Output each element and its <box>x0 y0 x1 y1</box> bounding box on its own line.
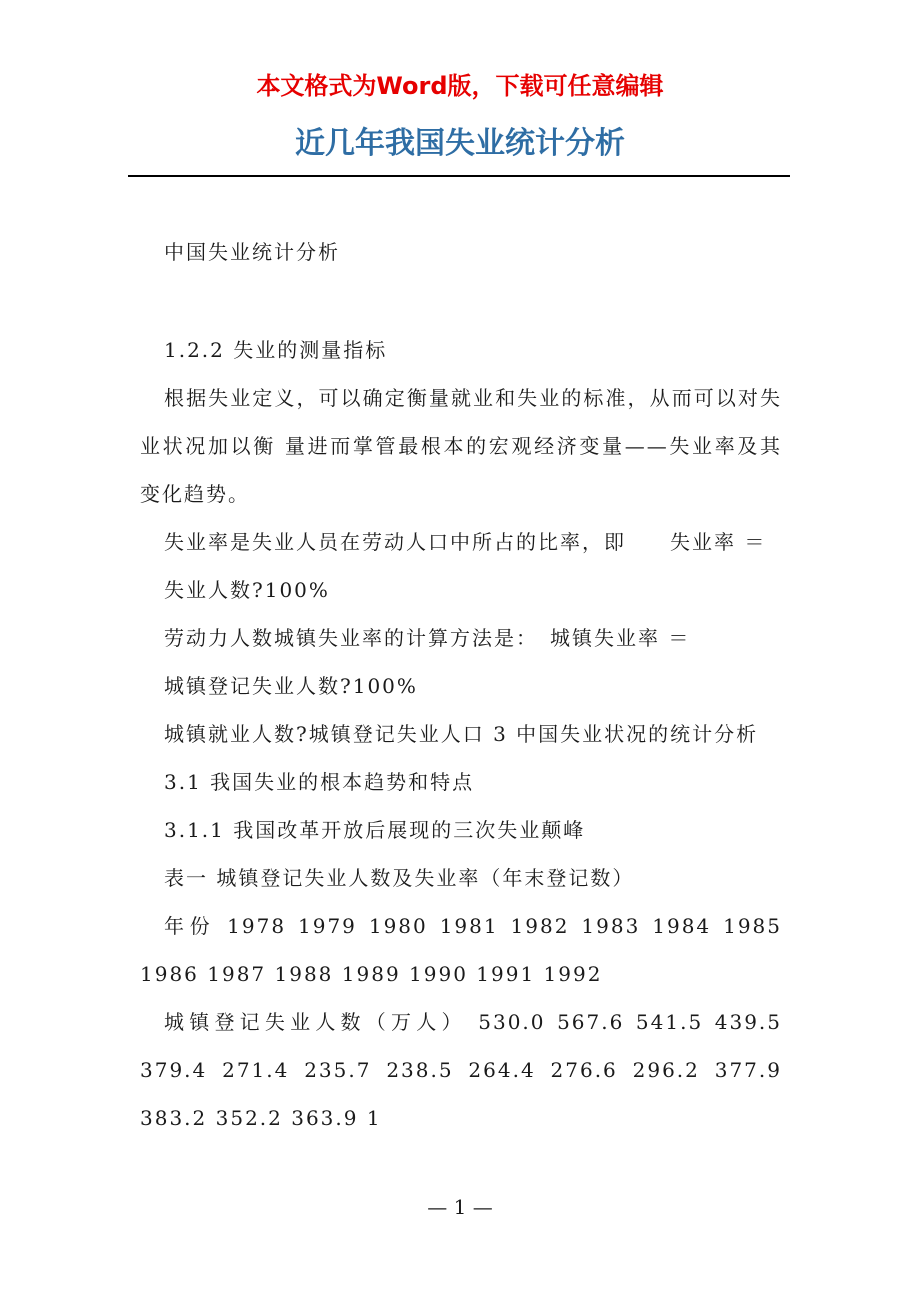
section-heading-trend: 3.1 我国失业的根本趋势和特点 <box>164 770 475 794</box>
download-banner: 本文格式为Word版，下载可任意编辑 <box>256 72 664 100</box>
table-caption: 表一 城镇登记失业人数及失业率（年末登记数） <box>164 866 635 890</box>
paragraph-definition: 根据失业定义，可以确定衡量就业和失业的标准，从而可以对失业状况加以衡 量进而掌管最根本的宏观经济变量——失业率及其变化趋势。 <box>140 386 782 506</box>
title-divider <box>128 175 790 177</box>
paragraph-urban-rate-method: 劳动力人数城镇失业率的计算方法是： 城镇失业率 ＝ <box>164 626 691 650</box>
document-title: 近几年我国失业统计分析 <box>295 126 625 161</box>
document-body <box>140 326 782 1142</box>
section-heading-measurement: 1.2.2 失业的测量指标 <box>164 338 388 362</box>
section-heading-peaks: 3.1.1 我国改革开放后展现的三次失业颠峰 <box>164 818 586 842</box>
table-years-row: 年份 1978 1979 1980 1981 1982 1983 1984 1985 1986 1987 1988 1989 1990 1991 1992 <box>140 914 782 986</box>
paragraph-unemployment-rate: 失业率是失业人员在劳动人口中所占的比率，即 失业率 ＝ <box>164 530 767 554</box>
document-subtitle: 中国失业统计分析 <box>164 240 340 264</box>
table-unemployed-row: 城镇登记失业人数（万人） 530.0 567.6 541.5 439.5 379.4 271.4 235.7 238.5 264.4 276.6 296.2 377.9 383.2 352.2 363.9 1 <box>140 1010 782 1130</box>
formula-urban-registered: 城镇登记失业人数?100% <box>164 674 418 698</box>
formula-unemployed: 失业人数?100% <box>164 578 330 602</box>
paragraph-urban-employed: 城镇就业人数?城镇登记失业人口 3 中国失业状况的统计分析 <box>164 722 759 746</box>
page-number: — 1 — <box>427 1195 493 1219</box>
